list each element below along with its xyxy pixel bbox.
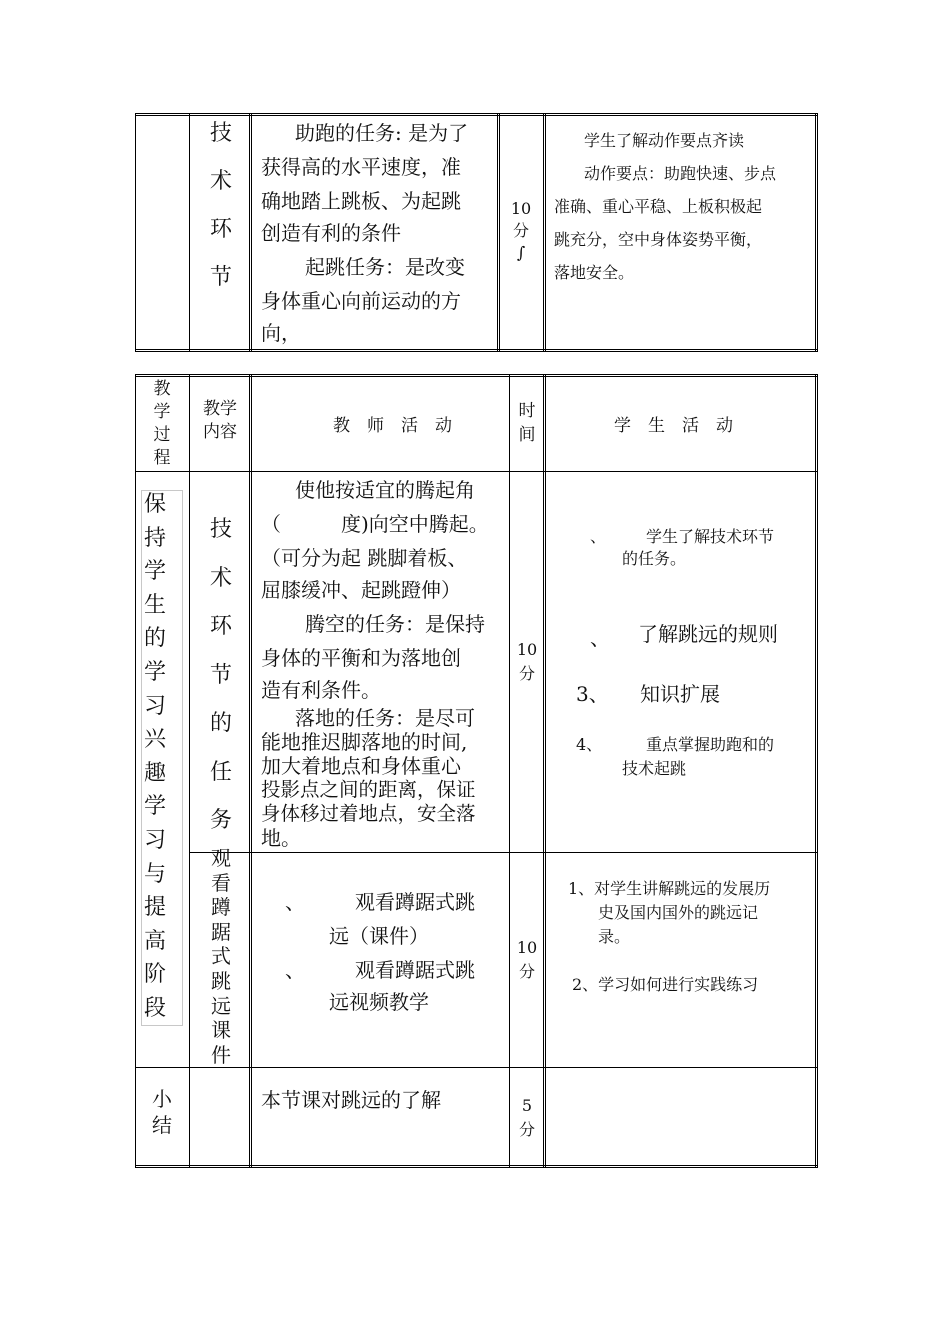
char: 兴: [143, 727, 166, 753]
char: 远: [211, 993, 231, 1018]
char: 习: [143, 827, 166, 853]
top-time-cell: [505, 198, 537, 264]
char: 间: [518, 425, 536, 445]
text-line: 腾空的任务：是保持: [305, 612, 485, 636]
row2-content: [203, 846, 239, 1067]
text-line: 录。: [598, 927, 631, 946]
text-line: 身体重心向前运动的方: [261, 289, 461, 313]
char: 跳: [211, 968, 231, 993]
char: 与: [143, 861, 166, 887]
time-num: 10: [510, 199, 532, 218]
text-line: 跳充分，空中身体姿势平衡，: [554, 230, 763, 249]
item-number: 3、: [576, 682, 609, 706]
text-line: 使他按适宜的腾起角: [295, 478, 475, 502]
char: 术: [209, 565, 232, 591]
time-num: 10: [516, 640, 538, 659]
text-line: 知识扩展: [640, 682, 720, 706]
text-line: 重点掌握助跑和的: [646, 735, 775, 754]
char: 小: [152, 1087, 172, 1111]
text-line: 能地推迟脚落地的时间,: [261, 730, 468, 754]
text-line: 投影点之间的距离，保证: [261, 778, 476, 801]
header-line: 教学: [203, 399, 237, 419]
char: 课: [211, 1018, 231, 1043]
text-line: 起跳任务：是改变: [305, 255, 465, 279]
time-num: 5: [521, 1096, 533, 1115]
char: 保: [143, 492, 166, 517]
text-line: 远（课件）: [329, 924, 429, 948]
header-process: [146, 378, 178, 470]
summary-teacher: 本节课对跳远的了解: [261, 1088, 441, 1112]
char: 环: [209, 614, 232, 639]
text-line: 落地安全。: [554, 263, 635, 282]
text-line: 地。: [261, 826, 301, 850]
char: 阶: [143, 962, 166, 988]
char: 观: [211, 846, 231, 870]
char: 式: [211, 944, 231, 969]
text-line: 2、学习如何进行实践练习: [572, 975, 759, 994]
header-time: [511, 399, 543, 447]
item-number: 、: [285, 958, 305, 982]
item-number: 、: [590, 527, 607, 546]
header-student: 学 生 活 动: [614, 416, 733, 436]
text-line: 史及国内国外的跳远记: [598, 903, 759, 922]
time-num: 10: [516, 938, 538, 957]
text-line: 观看蹲踞式跳: [355, 958, 475, 982]
text-line: 学生了解动作要点齐读: [584, 131, 745, 150]
header-content: [192, 398, 248, 444]
char: 看: [211, 870, 231, 895]
time-unit: 分: [518, 1120, 535, 1139]
text-line: 1、对学生讲解跳远的发展历: [568, 879, 771, 898]
header-teacher: 教 师 活 动: [333, 416, 452, 436]
phase-cell: [141, 488, 169, 1026]
row1-content: [205, 506, 237, 846]
char: 的: [143, 626, 166, 652]
char: 学: [143, 794, 166, 820]
text-line: 加大着地点和身体重心: [261, 754, 461, 778]
char: 学: [143, 559, 166, 585]
summary-time: [511, 1094, 543, 1142]
text-line: 造有利条件。: [261, 678, 381, 702]
time-unit: 分: [518, 664, 535, 683]
time-unit: 分: [512, 221, 529, 240]
text-line: 落地的任务：是尽可: [295, 706, 475, 730]
text-line: 身体的平衡和为落地创: [261, 646, 461, 670]
char: 件: [211, 1042, 231, 1067]
top-content-cell: [205, 110, 237, 302]
char: 教: [153, 379, 171, 399]
char: 段: [143, 995, 166, 1021]
char: 节: [209, 662, 232, 688]
char: 术: [209, 169, 232, 194]
char: 蹲: [211, 895, 231, 920]
char: 持: [143, 525, 166, 551]
char: 务: [209, 808, 232, 833]
char: 学: [143, 659, 166, 685]
text-line: （ 度)向空中腾起。: [261, 512, 489, 536]
char: 任: [209, 759, 232, 785]
text-line: 技术起跳: [622, 759, 687, 778]
row1-time: [511, 638, 543, 686]
char: 节: [209, 265, 232, 290]
char: 时: [518, 401, 536, 421]
text-line: 远视频教学: [329, 990, 429, 1014]
row2-time: [511, 936, 543, 984]
char: 的: [209, 711, 232, 736]
text-line: 屈膝缓冲、起跳蹬伸）: [261, 578, 461, 602]
text-line: 获得高的水平速度，准: [261, 155, 461, 179]
char: 结: [152, 1113, 172, 1137]
char: 学: [153, 402, 171, 422]
char: 趣: [143, 760, 166, 786]
char: 生: [143, 592, 166, 618]
summary-process: [146, 1086, 178, 1138]
text-line: 观看蹲踞式跳: [355, 890, 475, 914]
item-number: 、: [590, 626, 610, 650]
text-line: 向，: [261, 321, 301, 345]
text-line: （可分为起 跳脚着板、: [261, 546, 468, 570]
time-mark: ∫: [516, 243, 526, 262]
char: 环: [209, 217, 232, 242]
char: 踞: [211, 919, 231, 944]
header-line: 内容: [203, 422, 237, 442]
char: 高: [143, 928, 166, 954]
text-line: 学生了解技术环节: [646, 527, 775, 546]
text-line: 动作要点：助跑快速、步点: [584, 164, 777, 183]
text-line: 的任务。: [622, 549, 687, 568]
char: 技: [209, 121, 232, 146]
item-number: 4、: [576, 735, 603, 754]
char: 技: [209, 517, 232, 542]
text-line: 助跑的任务: 是为了: [295, 121, 469, 145]
text-line: 确地踏上跳板、为起跳: [261, 189, 461, 213]
item-number: 、: [285, 890, 305, 914]
text-line: 了解跳远的规则: [638, 622, 778, 646]
time-unit: 分: [518, 962, 535, 981]
char: 提: [143, 895, 166, 921]
text-line: 创造有利的条件: [261, 221, 401, 245]
char: 过: [153, 425, 171, 445]
char: 程: [153, 448, 171, 468]
char: 习: [143, 693, 166, 719]
text-line: 身体移过着地点，安全落: [261, 802, 476, 825]
text-line: 准确、重心平稳、上板积极起: [554, 197, 763, 216]
